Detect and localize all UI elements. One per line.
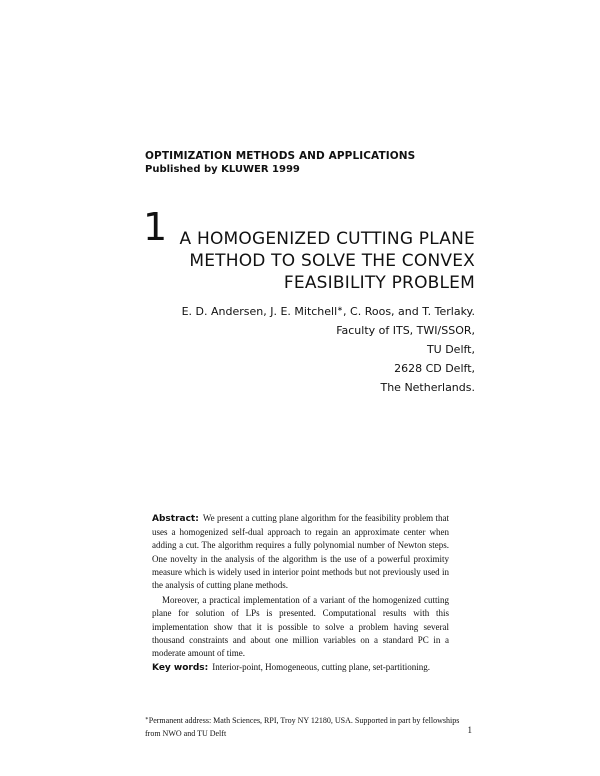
affiliation-line: TU Delft, [426, 343, 475, 356]
keywords-label: Key words: [152, 663, 209, 674]
abstract-paragraph: Moreover, a practical implementation of a variant of the homogenized cutting plane for solution of LPs is presented. Computational results with this implementation show that it is possible to solve a problem having several thousand constraints and about one million variables on a standard PC in a moderate amount of time. [152, 595, 449, 659]
keywords-text: Interior-point, Homogeneous, cutting plane, set-partitioning. [212, 662, 431, 673]
affiliation-line: 2628 CD Delft, [394, 362, 475, 375]
abstract-paragraph [152, 512, 449, 592]
abstract-block [152, 512, 449, 675]
chapter-title-line: METHOD TO SOLVE THE CONVEX [189, 251, 475, 271]
footnote-text: Permanent address: Math Sciences, RPI, Troy NY 12180, USA. Supported in part by fellowships from NWO and TU Delft [145, 716, 460, 738]
affiliation-line: Faculty of ITS, TWI/SSOR, [336, 324, 475, 337]
affiliation-line: The Netherlands. [380, 381, 475, 394]
page-number: 1 [467, 725, 472, 735]
footnote-mark: ∗ [145, 716, 149, 722]
footnote-marker: ∗ [337, 305, 344, 313]
author-names-rest: , C. Roos, and T. Terlaky. [343, 305, 475, 318]
publisher-line: Published by KLUWER 1999 [145, 164, 300, 175]
abstract-text: We present a cutting plane algorithm for the feasibility problem that uses a homogenized self-dual approach to regain an approximate center when adding a cut. The algorithm requires a fully polynomial number of Newton steps. One novelty in the analysis of the algorithm is the use of a powerful proximity measure which is widely used in interior point methods but not previously used in the analysis of cutting plane methods. [152, 513, 449, 591]
chapter-title-line: A HOMOGENIZED CUTTING PLANE [179, 229, 475, 249]
chapter-number: 1 [143, 205, 168, 249]
abstract-label: Abstract: [152, 514, 199, 524]
keywords-line [152, 661, 449, 675]
chapter-title [155, 228, 475, 294]
series-title: OPTIMIZATION METHODS AND APPLICATIONS [145, 150, 416, 162]
chapter-title-line: FEASIBILITY PROBLEM [283, 273, 475, 293]
author-names: E. D. Andersen, J. E. Mitchell [181, 305, 338, 318]
author-block [115, 300, 475, 397]
author-list [115, 300, 475, 321]
footnote [145, 713, 475, 740]
